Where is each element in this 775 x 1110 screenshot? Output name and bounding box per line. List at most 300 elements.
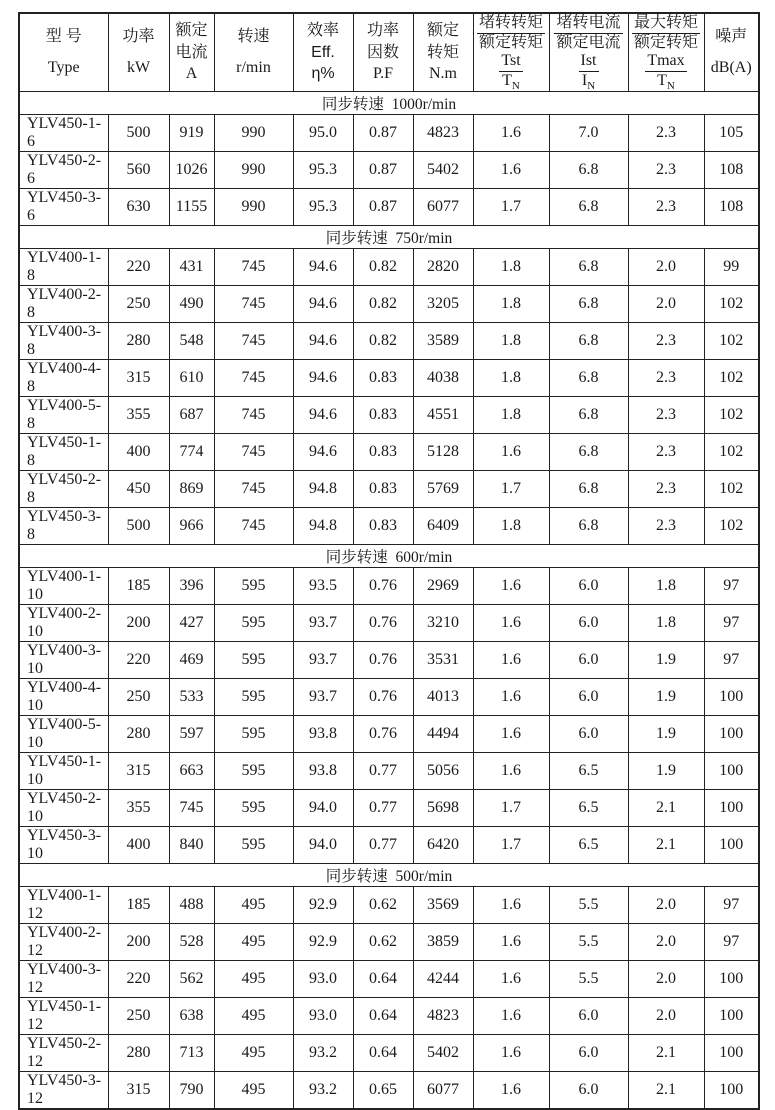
- cell-value: 1.9: [628, 752, 704, 789]
- cell-value: 95.3: [293, 151, 353, 188]
- section-header-row: [19, 863, 759, 886]
- cell-value: 2.3: [628, 433, 704, 470]
- cell-value: 100: [704, 826, 759, 863]
- cell-value: 4551: [413, 396, 473, 433]
- table-row: [19, 285, 759, 322]
- cell-value: 5056: [413, 752, 473, 789]
- cell-value: 2.1: [628, 826, 704, 863]
- table-row: [19, 641, 759, 678]
- table-row: [19, 359, 759, 396]
- cell-value: 548: [169, 322, 214, 359]
- col-speed-cn: 转速: [237, 28, 270, 46]
- cell-model-type: YLV450-1-6: [19, 114, 108, 151]
- cell-value: 966: [169, 507, 214, 544]
- cell-value: 94.8: [293, 507, 353, 544]
- table-header: [19, 13, 759, 91]
- cell-value: 0.77: [353, 752, 413, 789]
- cell-value: 1.6: [473, 433, 549, 470]
- col-eff-en: Eff.: [311, 43, 335, 61]
- cell-value: 1026: [169, 151, 214, 188]
- cell-value: 869: [169, 470, 214, 507]
- col-locked-rotor-torque-ratio: [473, 13, 549, 91]
- cell-value: 6077: [413, 188, 473, 225]
- cell-value: 2.0: [628, 960, 704, 997]
- cell-value: 6.8: [549, 359, 628, 396]
- cell-value: 97: [704, 567, 759, 604]
- cell-value: 500: [108, 114, 169, 151]
- cell-value: 3205: [413, 285, 473, 322]
- cell-value: 6.8: [549, 285, 628, 322]
- cell-value: 2.3: [628, 470, 704, 507]
- cell-value: 100: [704, 789, 759, 826]
- lrt-sym-numerator: Tst: [499, 52, 522, 72]
- table-row: [19, 1034, 759, 1071]
- section-title: 同步转速 750r/min: [19, 225, 759, 248]
- col-noise-unit: dB(A): [710, 59, 752, 77]
- cell-value: 4013: [413, 678, 473, 715]
- cell-value: 0.87: [353, 114, 413, 151]
- col-speed-unit: r/min: [236, 59, 271, 77]
- cell-value: 6420: [413, 826, 473, 863]
- col-torque-cn2: 转矩: [426, 43, 459, 61]
- cell-value: 1.7: [473, 470, 549, 507]
- cell-value: 100: [704, 960, 759, 997]
- cell-value: 6.5: [549, 789, 628, 826]
- cell-value: 533: [169, 678, 214, 715]
- cell-value: 745: [214, 322, 293, 359]
- cell-value: 597: [169, 715, 214, 752]
- cell-value: 595: [214, 826, 293, 863]
- cell-value: 315: [108, 359, 169, 396]
- col-power: [108, 13, 169, 91]
- cell-value: 6409: [413, 507, 473, 544]
- cell-value: 95.3: [293, 188, 353, 225]
- cell-model-type: YLV450-1-10: [19, 752, 108, 789]
- cell-value: 1.6: [473, 997, 549, 1034]
- cell-value: 1.8: [628, 604, 704, 641]
- cell-value: 1.8: [473, 396, 549, 433]
- cell-value: 427: [169, 604, 214, 641]
- cell-value: 1.8: [473, 285, 549, 322]
- cell-value: 2.3: [628, 359, 704, 396]
- cell-value: 1155: [169, 188, 214, 225]
- cell-value: 4823: [413, 997, 473, 1034]
- cell-model-type: YLV450-3-6: [19, 188, 108, 225]
- cell-value: 1.9: [628, 641, 704, 678]
- cell-value: 0.64: [353, 997, 413, 1034]
- cell-value: 280: [108, 715, 169, 752]
- col-pf-cn1: 功率: [366, 22, 399, 40]
- cell-value: 990: [214, 151, 293, 188]
- table-row: [19, 752, 759, 789]
- cell-model-type: YLV400-2-10: [19, 604, 108, 641]
- cell-value: 4823: [413, 114, 473, 151]
- cell-value: 185: [108, 886, 169, 923]
- cell-value: 93.8: [293, 752, 353, 789]
- cell-model-type: YLV400-4-10: [19, 678, 108, 715]
- cell-value: 6.8: [549, 507, 628, 544]
- cell-value: 1.6: [473, 604, 549, 641]
- cell-value: 2.0: [628, 923, 704, 960]
- cell-value: 5128: [413, 433, 473, 470]
- cell-value: 250: [108, 285, 169, 322]
- cell-value: 1.6: [473, 752, 549, 789]
- cell-value: 495: [214, 923, 293, 960]
- col-pf-abbr: P.F: [372, 64, 394, 82]
- cell-value: 5698: [413, 789, 473, 826]
- cell-value: 355: [108, 396, 169, 433]
- cell-value: 6.8: [549, 470, 628, 507]
- col-efficiency: [293, 13, 353, 91]
- cell-value: 95.0: [293, 114, 353, 151]
- lrt-sym-denominator: $T_N$: [502, 72, 520, 93]
- table-row: [19, 997, 759, 1034]
- maxt-sym-numerator: Tmax: [645, 52, 686, 72]
- cell-value: 0.87: [353, 151, 413, 188]
- cell-value: 100: [704, 715, 759, 752]
- cell-value: 3210: [413, 604, 473, 641]
- cell-value: 3569: [413, 886, 473, 923]
- cell-value: 6.0: [549, 604, 628, 641]
- cell-value: 495: [214, 960, 293, 997]
- cell-value: 396: [169, 567, 214, 604]
- cell-value: 100: [704, 997, 759, 1034]
- cell-value: 1.9: [628, 678, 704, 715]
- cell-value: 500: [108, 507, 169, 544]
- cell-value: 400: [108, 433, 169, 470]
- cell-value: 0.83: [353, 359, 413, 396]
- cell-model-type: YLV400-4-8: [19, 359, 108, 396]
- cell-value: 400: [108, 826, 169, 863]
- cell-value: 2.1: [628, 1071, 704, 1109]
- table-row: [19, 507, 759, 544]
- cell-value: 94.8: [293, 470, 353, 507]
- cell-value: 5769: [413, 470, 473, 507]
- cell-model-type: YLV400-3-12: [19, 960, 108, 997]
- lrt-cn-numerator: 堵转转矩: [477, 14, 545, 34]
- cell-value: 93.0: [293, 960, 353, 997]
- cell-model-type: YLV400-5-8: [19, 396, 108, 433]
- col-noise: [704, 13, 759, 91]
- table-row: [19, 567, 759, 604]
- cell-value: 1.8: [473, 248, 549, 285]
- cell-value: 3589: [413, 322, 473, 359]
- col-noise-cn: 噪声: [715, 28, 748, 46]
- cell-value: 0.62: [353, 886, 413, 923]
- cell-value: 490: [169, 285, 214, 322]
- cell-value: 774: [169, 433, 214, 470]
- cell-value: 200: [108, 923, 169, 960]
- cell-value: 745: [169, 789, 214, 826]
- cell-value: 6.8: [549, 396, 628, 433]
- cell-value: 0.64: [353, 960, 413, 997]
- cell-value: 93.2: [293, 1071, 353, 1109]
- cell-value: 0.77: [353, 789, 413, 826]
- cell-value: 745: [214, 248, 293, 285]
- cell-value: 100: [704, 678, 759, 715]
- cell-model-type: YLV400-1-8: [19, 248, 108, 285]
- cell-value: 4494: [413, 715, 473, 752]
- maxt-cn-numerator: 最大转矩: [632, 14, 700, 34]
- cell-value: 2.0: [628, 886, 704, 923]
- cell-value: 6.0: [549, 997, 628, 1034]
- cell-model-type: YLV400-5-10: [19, 715, 108, 752]
- cell-value: 745: [214, 285, 293, 322]
- cell-value: 687: [169, 396, 214, 433]
- cell-value: 495: [214, 997, 293, 1034]
- cell-value: 6.0: [549, 567, 628, 604]
- col-power-cn: 功率: [122, 28, 155, 46]
- cell-value: 97: [704, 886, 759, 923]
- cell-value: 2.3: [628, 507, 704, 544]
- cell-value: 6077: [413, 1071, 473, 1109]
- cell-model-type: YLV450-3-8: [19, 507, 108, 544]
- cell-value: 1.6: [473, 641, 549, 678]
- cell-value: 0.83: [353, 396, 413, 433]
- col-type-en: Type: [47, 59, 80, 77]
- table-row: [19, 826, 759, 863]
- cell-value: 560: [108, 151, 169, 188]
- table-row: [19, 960, 759, 997]
- cell-value: 2.3: [628, 114, 704, 151]
- cell-value: 595: [214, 604, 293, 641]
- table-row: [19, 433, 759, 470]
- table-row: [19, 923, 759, 960]
- cell-value: 6.5: [549, 752, 628, 789]
- cell-value: 1.8: [473, 359, 549, 396]
- cell-value: 1.8: [628, 567, 704, 604]
- cell-value: 355: [108, 789, 169, 826]
- cell-value: 1.7: [473, 826, 549, 863]
- cell-model-type: YLV400-1-10: [19, 567, 108, 604]
- cell-value: 1.7: [473, 188, 549, 225]
- cell-value: 0.77: [353, 826, 413, 863]
- cell-value: 315: [108, 1071, 169, 1109]
- cell-value: 450: [108, 470, 169, 507]
- lrt-cn-denominator: 额定转矩: [478, 34, 543, 52]
- cell-value: 315: [108, 752, 169, 789]
- cell-value: 495: [214, 1034, 293, 1071]
- cell-model-type: YLV400-3-8: [19, 322, 108, 359]
- cell-value: 6.8: [549, 248, 628, 285]
- cell-value: 431: [169, 248, 214, 285]
- table-row: [19, 715, 759, 752]
- cell-value: 6.5: [549, 826, 628, 863]
- col-current-cn1: 额定: [175, 22, 208, 40]
- cell-value: 745: [214, 507, 293, 544]
- cell-value: 0.65: [353, 1071, 413, 1109]
- table-row: [19, 789, 759, 826]
- cell-value: 6.8: [549, 322, 628, 359]
- cell-value: 6.0: [549, 1071, 628, 1109]
- cell-model-type: YLV450-2-12: [19, 1034, 108, 1071]
- header-row: [19, 13, 759, 91]
- cell-value: 6.8: [549, 151, 628, 188]
- cell-value: 0.82: [353, 285, 413, 322]
- cell-value: 5402: [413, 1034, 473, 1071]
- col-torque-cn1: 额定: [426, 22, 459, 40]
- cell-value: 94.6: [293, 322, 353, 359]
- cell-value: 102: [704, 507, 759, 544]
- lrc-cn-numerator: 堵转电流: [554, 14, 622, 34]
- cell-value: 2.1: [628, 1034, 704, 1071]
- cell-value: 713: [169, 1034, 214, 1071]
- cell-value: 562: [169, 960, 214, 997]
- cell-value: 495: [214, 886, 293, 923]
- cell-value: 94.0: [293, 826, 353, 863]
- col-pf-cn2: 因数: [366, 43, 399, 61]
- table-row: [19, 322, 759, 359]
- cell-value: 0.83: [353, 470, 413, 507]
- cell-value: 93.5: [293, 567, 353, 604]
- cell-value: 1.6: [473, 1034, 549, 1071]
- cell-value: 94.6: [293, 396, 353, 433]
- cell-value: 97: [704, 923, 759, 960]
- cell-value: 595: [214, 789, 293, 826]
- table-row: [19, 396, 759, 433]
- cell-value: 105: [704, 114, 759, 151]
- cell-model-type: YLV450-3-12: [19, 1071, 108, 1109]
- cell-value: 0.83: [353, 507, 413, 544]
- cell-value: 840: [169, 826, 214, 863]
- section-title: 同步转速 1000r/min: [19, 91, 759, 114]
- cell-value: 102: [704, 359, 759, 396]
- cell-value: 990: [214, 114, 293, 151]
- cell-value: 919: [169, 114, 214, 151]
- cell-value: 610: [169, 359, 214, 396]
- cell-model-type: YLV450-1-8: [19, 433, 108, 470]
- cell-value: 638: [169, 997, 214, 1034]
- cell-value: 2.3: [628, 396, 704, 433]
- col-current-unit: A: [185, 64, 198, 82]
- cell-value: 102: [704, 322, 759, 359]
- table-row: [19, 1071, 759, 1109]
- cell-value: 1.6: [473, 1071, 549, 1109]
- table-row: [19, 604, 759, 641]
- cell-value: 102: [704, 396, 759, 433]
- table-row: [19, 114, 759, 151]
- cell-value: 93.2: [293, 1034, 353, 1071]
- cell-value: 220: [108, 641, 169, 678]
- col-rated-current: [169, 13, 214, 91]
- col-type: [19, 13, 108, 91]
- motor-spec-table: [18, 12, 760, 1110]
- section-header-row: [19, 91, 759, 114]
- cell-value: 990: [214, 188, 293, 225]
- cell-value: 92.9: [293, 886, 353, 923]
- col-torque-unit: N.m: [429, 64, 457, 82]
- cell-value: 1.8: [473, 507, 549, 544]
- cell-value: 495: [214, 1071, 293, 1109]
- cell-value: 2.0: [628, 997, 704, 1034]
- cell-value: 93.8: [293, 715, 353, 752]
- cell-model-type: YLV400-2-12: [19, 923, 108, 960]
- col-max-torque-ratio: [628, 13, 704, 91]
- cell-value: 5.5: [549, 923, 628, 960]
- cell-value: 1.7: [473, 789, 549, 826]
- col-type-cn: 型 号: [45, 28, 82, 46]
- cell-value: 102: [704, 285, 759, 322]
- section-title: 同步转速 500r/min: [19, 863, 759, 886]
- cell-value: 97: [704, 641, 759, 678]
- cell-value: 108: [704, 188, 759, 225]
- cell-value: 0.76: [353, 715, 413, 752]
- lrc-sym-numerator: Ist: [579, 52, 599, 72]
- cell-value: 1.6: [473, 678, 549, 715]
- cell-value: 6.8: [549, 188, 628, 225]
- section-title: 同步转速 600r/min: [19, 544, 759, 567]
- cell-value: 280: [108, 1034, 169, 1071]
- cell-value: 2.3: [628, 322, 704, 359]
- lrc-sym-denominator: $I_N$: [581, 72, 596, 93]
- cell-value: 102: [704, 433, 759, 470]
- cell-value: 94.6: [293, 433, 353, 470]
- cell-value: 100: [704, 1071, 759, 1109]
- col-speed: [214, 13, 293, 91]
- table-row: [19, 188, 759, 225]
- cell-value: 0.76: [353, 604, 413, 641]
- cell-value: 250: [108, 678, 169, 715]
- cell-value: 0.76: [353, 567, 413, 604]
- cell-value: 1.6: [473, 886, 549, 923]
- cell-value: 6.0: [549, 678, 628, 715]
- cell-value: 108: [704, 151, 759, 188]
- cell-value: 1.6: [473, 715, 549, 752]
- cell-value: 6.8: [549, 433, 628, 470]
- cell-value: 2.0: [628, 285, 704, 322]
- cell-value: 595: [214, 567, 293, 604]
- col-eff-unit: η%: [311, 64, 335, 82]
- cell-value: 2.3: [628, 151, 704, 188]
- cell-value: 3859: [413, 923, 473, 960]
- cell-model-type: YLV400-1-12: [19, 886, 108, 923]
- section-header-row: [19, 225, 759, 248]
- cell-value: 5.5: [549, 886, 628, 923]
- col-rated-torque: [413, 13, 473, 91]
- maxt-cn-denominator: 额定转矩: [633, 34, 698, 52]
- cell-value: 7.0: [549, 114, 628, 151]
- cell-value: 2.1: [628, 789, 704, 826]
- cell-value: 6.0: [549, 1034, 628, 1071]
- cell-value: 220: [108, 248, 169, 285]
- cell-model-type: YLV450-1-12: [19, 997, 108, 1034]
- col-power-unit: kW: [126, 59, 151, 77]
- maxt-sym-denominator: $T_N$: [657, 72, 675, 93]
- cell-value: 4038: [413, 359, 473, 396]
- cell-value: 745: [214, 470, 293, 507]
- col-current-cn2: 电流: [175, 43, 208, 61]
- cell-value: 595: [214, 715, 293, 752]
- cell-value: 1.6: [473, 151, 549, 188]
- cell-value: 2.3: [628, 188, 704, 225]
- cell-value: 92.9: [293, 923, 353, 960]
- cell-value: 0.64: [353, 1034, 413, 1071]
- cell-value: 1.6: [473, 114, 549, 151]
- cell-value: 2820: [413, 248, 473, 285]
- cell-value: 6.0: [549, 715, 628, 752]
- cell-value: 745: [214, 396, 293, 433]
- cell-model-type: YLV450-3-10: [19, 826, 108, 863]
- cell-value: 200: [108, 604, 169, 641]
- cell-value: 1.9: [628, 715, 704, 752]
- cell-value: 93.7: [293, 678, 353, 715]
- cell-model-type: YLV400-2-8: [19, 285, 108, 322]
- cell-value: 220: [108, 960, 169, 997]
- cell-value: 4244: [413, 960, 473, 997]
- col-eff-cn: 效率: [306, 22, 339, 40]
- col-locked-rotor-current-ratio: [549, 13, 628, 91]
- cell-model-type: YLV400-3-10: [19, 641, 108, 678]
